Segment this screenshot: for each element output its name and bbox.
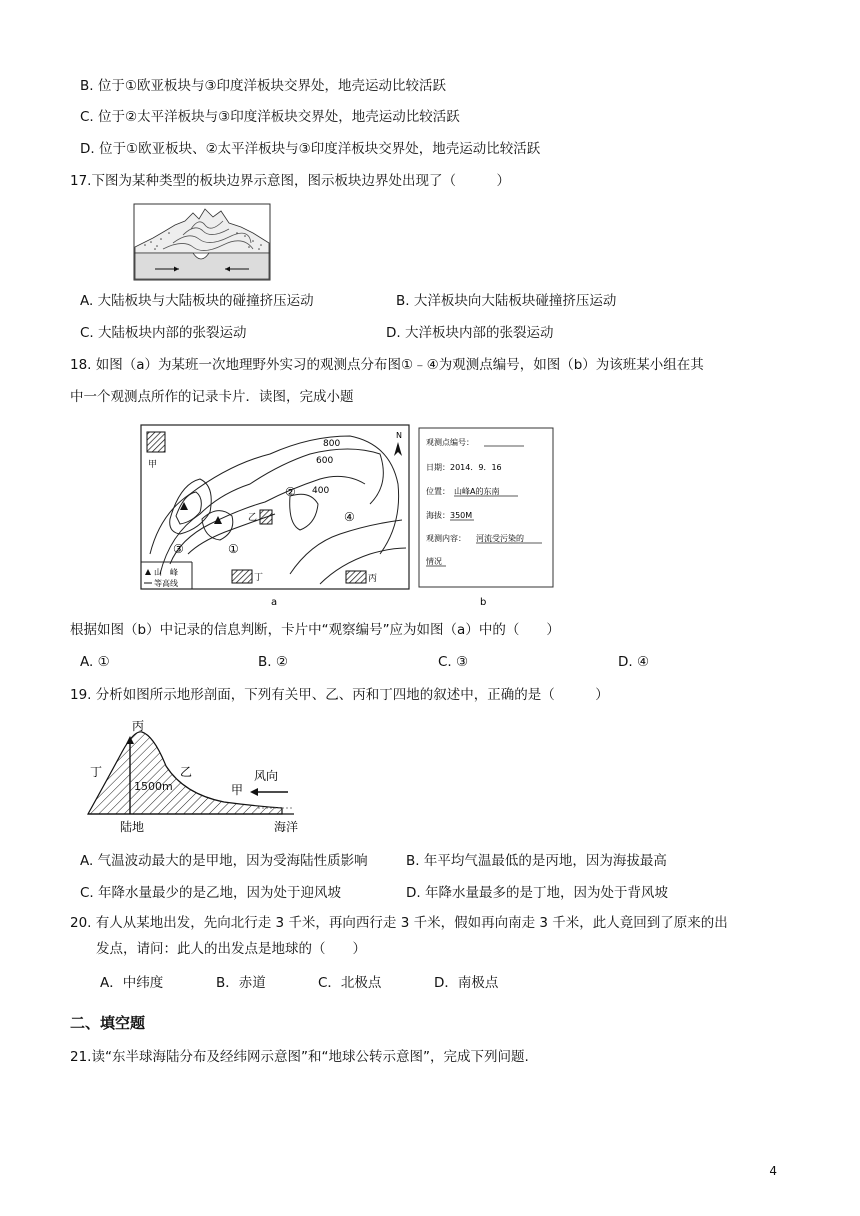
q18-stem-line2: 中一个观测点所作的记录卡片．读图，完成小题 [70,389,354,405]
label-bing: 丙 [132,719,145,733]
map-point-3: ③ [173,542,184,556]
terrain-profile-figure [84,718,314,836]
card-altitude-label: 海拔： [426,511,450,520]
q20-option-b: B．赤道 [216,975,266,991]
card-date: 日期：2014．9．16 [426,463,502,472]
q17-option-a: A. 大陆板块与大陆板块的碰撞挤压运动 [80,293,314,309]
card-content-label: 观测内容： [426,534,466,543]
card-content-value: 河流受污染的 [476,534,524,543]
plate-boundary-figure [133,203,271,281]
q18-option-a: A. ① [80,654,110,670]
q16-option-c: C. 位于②太平洋板块与③印度洋板块交界处，地壳运动比较活跃 [80,109,460,125]
label-height: 1500m [134,780,173,793]
q20-stem-line2: 发点，请问：此人的出发点是地球的（ ） [96,941,366,957]
contour-label-400: 400 [312,486,330,496]
contour-label-800: 800 [323,439,341,449]
label-jia: 甲 [231,783,244,797]
q19-option-d: D. 年降水量最多的是丁地，因为处于背风坡 [406,885,668,901]
label-land: 陆地 [120,820,145,834]
q18-option-b: B. ② [258,654,288,670]
q18-sub-stem: 根据如图（b）中记录的信息判断，卡片中“观察编号”应为如图（a）中的（ ） [70,622,560,638]
label-ocean: 海洋 [274,820,299,834]
place-bing: 丙 [368,574,378,584]
observation-map-a [140,424,415,610]
q20-option-c: C．北极点 [318,975,382,991]
page-number: 4 [769,1164,777,1178]
q17-option-c: C. 大陆板块内部的张裂运动 [80,325,247,341]
q19-stem: 19. 分析如图所示地形剖面，下列有关甲、乙、丙和丁四地的叙述中，正确的是（ ） [70,687,609,703]
legend-peak: 山 峰 [154,568,178,577]
q18-stem-line1: 18. 如图（a）为某班一次地理野外实习的观测点分布图①﹣④为观测点编号，如图（b）为该班某小组在其 [70,357,704,373]
wind-arrow-icon [250,788,258,796]
label-wind: 风向 [254,769,279,783]
label-yi: 乙 [180,765,193,779]
q16-option-d: D. 位于①欧亚板块、②太平洋板块与③印度洋板块交界处，地壳运动比较活跃 [80,141,541,157]
section-heading: 二、填空题 [70,1014,146,1032]
map-caption: a [271,597,278,608]
map-point-1: ① [228,542,239,556]
card-content-value-2: 情况 [426,557,442,566]
q18-option-d: D. ④ [618,654,650,670]
map-point-2: ② [285,485,296,499]
place-yi: 乙 [248,513,258,523]
legend-contour: 等高线 [154,579,178,588]
q20-option-a: A．中纬度 [100,975,164,991]
q17-option-b: B. 大洋板块向大陆板块碰撞挤压运动 [396,293,617,309]
q20-stem-line1: 20. 有人从某地出发，先向北行走 3 千米，再向西行走 3 千米，假如再向南走 3 千米，此人竟回到了原来的出 [70,915,728,931]
q17-stem: 17.下图为某种类型的板块边界示意图，图示板块边界处出现了（ ） [70,173,510,189]
label-ding: 丁 [90,765,103,779]
q16-option-b: B. 位于①欧亚板块与③印度洋板块交界处，地壳运动比较活跃 [80,78,447,94]
card-location-value: 山峰A的东南 [454,487,500,496]
place-jia: 甲 [148,460,158,470]
card-number-label: 观测点编号： [426,438,474,447]
q21-stem: 21.读“东半球海陆分布及经纬网示意图”和“地球公转示意图”，完成下列问题. [70,1049,529,1065]
q17-option-d: D. 大洋板块内部的张裂运动 [386,325,554,341]
q20-option-d: D．南极点 [434,975,499,991]
map-point-4: ④ [344,510,355,524]
card-altitude-value: 350M [450,511,473,520]
q19-option-b: B. 年平均气温最低的是丙地，因为海拔最高 [406,853,667,869]
record-card-b [418,424,558,610]
q19-option-c: C. 年降水量最少的是乙地，因为处于迎风坡 [80,885,342,901]
card-location-label: 位置： [426,487,450,496]
place-ding: 丁 [254,573,264,583]
card-caption: b [480,597,487,608]
contour-label-600: 600 [316,456,334,466]
q19-option-a: A. 气温波动最大的是甲地，因为受海陆性质影响 [80,853,368,869]
north-label: N [396,431,402,440]
q18-option-c: C. ③ [438,654,469,670]
